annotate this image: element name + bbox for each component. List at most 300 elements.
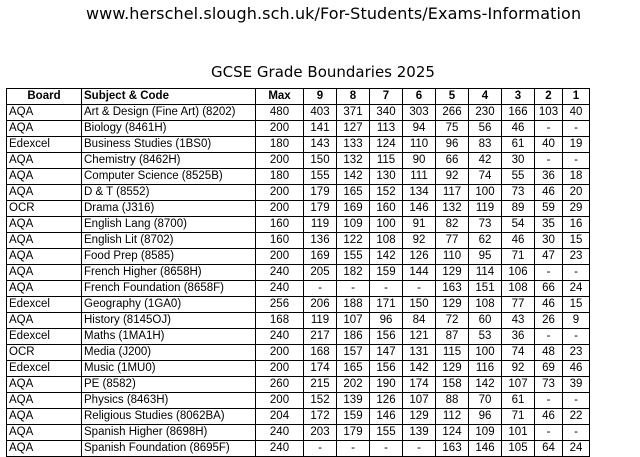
cell-max: 200 [256, 361, 304, 377]
column-header-subject: Subject & Code [82, 89, 256, 105]
cell-subject: Chemistry (8462H) [82, 153, 256, 169]
cell-grade-1: - [563, 265, 590, 281]
cell-grade-9: 169 [304, 249, 337, 265]
cell-grade-6: 142 [403, 361, 436, 377]
cell-grade-8: 188 [337, 297, 370, 313]
cell-subject: Maths (1MA1H) [82, 329, 256, 345]
cell-grade-3: 73 [502, 185, 535, 201]
cell-board: AQA [7, 281, 82, 297]
cell-grade-5: 129 [436, 297, 469, 313]
cell-grade-6: 94 [403, 121, 436, 137]
cell-grade-2: 66 [535, 281, 563, 297]
cell-grade-2: 47 [535, 249, 563, 265]
cell-grade-3: 105 [502, 441, 535, 457]
cell-grade-7: 190 [370, 377, 403, 393]
cell-max: 160 [256, 217, 304, 233]
cell-grade-8: 179 [337, 425, 370, 441]
cell-grade-6: 107 [403, 393, 436, 409]
cell-grade-7: 124 [370, 137, 403, 153]
cell-grade-2: 46 [535, 297, 563, 313]
cell-grade-1: 18 [563, 169, 590, 185]
cell-grade-5: 112 [436, 409, 469, 425]
cell-grade-2: 64 [535, 441, 563, 457]
cell-subject: Religious Studies (8062BA) [82, 409, 256, 425]
cell-grade-1: 16 [563, 217, 590, 233]
cell-subject: D & T (8552) [82, 185, 256, 201]
cell-grade-8: - [337, 441, 370, 457]
cell-grade-7: - [370, 281, 403, 297]
cell-grade-1: 15 [563, 233, 590, 249]
cell-grade-6: 129 [403, 409, 436, 425]
cell-grade-4: 109 [469, 425, 502, 441]
cell-grade-5: 129 [436, 265, 469, 281]
cell-subject: Art & Design (Fine Art) (8202) [82, 105, 256, 121]
cell-grade-3: 30 [502, 153, 535, 169]
cell-subject: Food Prep (8585) [82, 249, 256, 265]
cell-grade-5: 92 [436, 169, 469, 185]
cell-grade-5: 66 [436, 153, 469, 169]
table-row [7, 441, 590, 457]
cell-grade-5: 88 [436, 393, 469, 409]
cell-grade-8: 182 [337, 265, 370, 281]
cell-grade-6: 91 [403, 217, 436, 233]
cell-subject: French Foundation (8658F) [82, 281, 256, 297]
cell-grade-2: - [535, 425, 563, 441]
cell-grade-1: 22 [563, 409, 590, 425]
table-row [7, 153, 590, 169]
cell-max: 180 [256, 169, 304, 185]
cell-grade-6: 139 [403, 425, 436, 441]
table-row [7, 185, 590, 201]
cell-grade-2: 36 [535, 169, 563, 185]
cell-grade-2: 35 [535, 217, 563, 233]
cell-grade-2: 40 [535, 137, 563, 153]
cell-grade-8: 186 [337, 329, 370, 345]
cell-grade-4: 62 [469, 233, 502, 249]
table-row [7, 329, 590, 345]
cell-grade-4: 114 [469, 265, 502, 281]
cell-grade-9: 217 [304, 329, 337, 345]
cell-grade-2: - [535, 153, 563, 169]
cell-max: 200 [256, 249, 304, 265]
table-row [7, 137, 590, 153]
cell-grade-6: 134 [403, 185, 436, 201]
cell-grade-4: 142 [469, 377, 502, 393]
cell-grade-7: 146 [370, 409, 403, 425]
cell-grade-9: - [304, 441, 337, 457]
cell-grade-3: 107 [502, 377, 535, 393]
cell-grade-2: - [535, 329, 563, 345]
cell-max: 200 [256, 201, 304, 217]
cell-grade-2: 59 [535, 201, 563, 217]
cell-grade-3: 55 [502, 169, 535, 185]
cell-grade-1: 15 [563, 297, 590, 313]
cell-subject: French Higher (8658H) [82, 265, 256, 281]
cell-grade-1: - [563, 393, 590, 409]
cell-grade-1: - [563, 329, 590, 345]
cell-grade-1: 20 [563, 185, 590, 201]
cell-max: 200 [256, 345, 304, 361]
cell-subject: Physics (8463H) [82, 393, 256, 409]
cell-subject: Biology (8461H) [82, 121, 256, 137]
cell-grade-9: 155 [304, 169, 337, 185]
cell-grade-8: 132 [337, 153, 370, 169]
column-header-grade-2: 2 [535, 89, 563, 105]
cell-grade-8: 107 [337, 313, 370, 329]
cell-subject: PE (8582) [82, 377, 256, 393]
cell-grade-2: - [535, 121, 563, 137]
cell-grade-1: 19 [563, 137, 590, 153]
cell-grade-9: 152 [304, 393, 337, 409]
cell-grade-9: - [304, 281, 337, 297]
cell-grade-9: 205 [304, 265, 337, 281]
cell-grade-6: 111 [403, 169, 436, 185]
cell-grade-9: 150 [304, 153, 337, 169]
cell-grade-9: 215 [304, 377, 337, 393]
cell-max: 200 [256, 153, 304, 169]
cell-grade-6: 110 [403, 137, 436, 153]
page-url: www.herschel.slough.sch.uk/For-Students/Exams-Information [86, 4, 582, 23]
cell-grade-6: 121 [403, 329, 436, 345]
cell-board: AQA [7, 393, 82, 409]
cell-grade-5: 117 [436, 185, 469, 201]
cell-grade-8: 159 [337, 409, 370, 425]
column-header-grade-7: 7 [370, 89, 403, 105]
cell-board: AQA [7, 233, 82, 249]
cell-grade-2: - [535, 393, 563, 409]
cell-max: 240 [256, 281, 304, 297]
cell-grade-8: 169 [337, 201, 370, 217]
cell-grade-3: 54 [502, 217, 535, 233]
cell-subject: Geography (1GA0) [82, 297, 256, 313]
cell-grade-3: 71 [502, 409, 535, 425]
cell-max: 240 [256, 265, 304, 281]
cell-grade-8: 139 [337, 393, 370, 409]
cell-grade-5: 96 [436, 137, 469, 153]
cell-grade-8: 142 [337, 169, 370, 185]
cell-grade-4: 116 [469, 361, 502, 377]
column-header-grade-1: 1 [563, 89, 590, 105]
column-header-board: Board [7, 89, 82, 105]
cell-grade-1: 46 [563, 361, 590, 377]
table-row [7, 409, 590, 425]
cell-grade-7: 171 [370, 297, 403, 313]
column-header-grade-4: 4 [469, 89, 502, 105]
table-row [7, 281, 590, 297]
cell-grade-9: 136 [304, 233, 337, 249]
cell-grade-7: 160 [370, 201, 403, 217]
cell-grade-9: 206 [304, 297, 337, 313]
cell-grade-1: - [563, 153, 590, 169]
cell-max: 160 [256, 233, 304, 249]
cell-grade-3: 74 [502, 345, 535, 361]
cell-grade-6: 126 [403, 249, 436, 265]
cell-grade-6: 150 [403, 297, 436, 313]
cell-grade-4: 100 [469, 345, 502, 361]
cell-grade-5: 266 [436, 105, 469, 121]
cell-grade-3: 46 [502, 233, 535, 249]
cell-grade-7: 113 [370, 121, 403, 137]
cell-grade-6: 92 [403, 233, 436, 249]
cell-grade-2: 69 [535, 361, 563, 377]
cell-grade-6: 144 [403, 265, 436, 281]
column-header-grade-9: 9 [304, 89, 337, 105]
cell-grade-6: 174 [403, 377, 436, 393]
cell-max: 240 [256, 441, 304, 457]
cell-grade-6: 84 [403, 313, 436, 329]
table-row [7, 377, 590, 393]
cell-grade-5: 82 [436, 217, 469, 233]
table-row [7, 121, 590, 137]
cell-grade-8: 165 [337, 185, 370, 201]
cell-board: AQA [7, 265, 82, 281]
cell-grade-3: 61 [502, 137, 535, 153]
cell-max: 200 [256, 121, 304, 137]
cell-grade-5: 163 [436, 281, 469, 297]
cell-max: 204 [256, 409, 304, 425]
cell-grade-1: 23 [563, 249, 590, 265]
cell-grade-1: 39 [563, 377, 590, 393]
cell-grade-7: 340 [370, 105, 403, 121]
cell-grade-9: 172 [304, 409, 337, 425]
cell-grade-6: 131 [403, 345, 436, 361]
table-row [7, 313, 590, 329]
cell-board: Edexcel [7, 329, 82, 345]
cell-grade-7: 115 [370, 153, 403, 169]
cell-grade-3: 92 [502, 361, 535, 377]
cell-board: AQA [7, 441, 82, 457]
cell-grade-3: 61 [502, 393, 535, 409]
cell-grade-8: 371 [337, 105, 370, 121]
cell-grade-7: 156 [370, 329, 403, 345]
cell-max: 240 [256, 425, 304, 441]
cell-grade-7: 155 [370, 425, 403, 441]
cell-grade-7: 100 [370, 217, 403, 233]
cell-board: AQA [7, 249, 82, 265]
cell-max: 180 [256, 137, 304, 153]
column-header-grade-3: 3 [502, 89, 535, 105]
cell-grade-7: 126 [370, 393, 403, 409]
page-title: GCSE Grade Boundaries 2025 [211, 63, 435, 81]
cell-board: AQA [7, 105, 82, 121]
cell-max: 168 [256, 313, 304, 329]
cell-grade-5: 75 [436, 121, 469, 137]
cell-grade-3: 46 [502, 121, 535, 137]
cell-grade-4: 60 [469, 313, 502, 329]
cell-grade-4: 151 [469, 281, 502, 297]
cell-grade-8: 155 [337, 249, 370, 265]
cell-grade-9: 141 [304, 121, 337, 137]
cell-grade-8: 122 [337, 233, 370, 249]
cell-grade-4: 70 [469, 393, 502, 409]
cell-board: AQA [7, 153, 82, 169]
cell-board: AQA [7, 121, 82, 137]
cell-grade-8: 157 [337, 345, 370, 361]
cell-grade-1: - [563, 425, 590, 441]
cell-subject: Business Studies (1BS0) [82, 137, 256, 153]
cell-subject: Music (1MU0) [82, 361, 256, 377]
cell-board: AQA [7, 377, 82, 393]
table-row [7, 393, 590, 409]
table-row [7, 425, 590, 441]
cell-max: 240 [256, 329, 304, 345]
cell-grade-9: 174 [304, 361, 337, 377]
cell-grade-1: 24 [563, 281, 590, 297]
cell-grade-1: - [563, 121, 590, 137]
cell-grade-1: 40 [563, 105, 590, 121]
cell-grade-3: 43 [502, 313, 535, 329]
cell-board: AQA [7, 425, 82, 441]
cell-board: Edexcel [7, 361, 82, 377]
table-row [7, 297, 590, 313]
cell-board: AQA [7, 185, 82, 201]
cell-grade-5: 129 [436, 361, 469, 377]
table-row [7, 105, 590, 121]
cell-grade-9: 143 [304, 137, 337, 153]
cell-grade-7: 159 [370, 265, 403, 281]
table-row [7, 249, 590, 265]
cell-grade-7: - [370, 441, 403, 457]
table-row [7, 169, 590, 185]
cell-grade-5: 87 [436, 329, 469, 345]
cell-grade-3: 106 [502, 265, 535, 281]
table-row [7, 345, 590, 361]
cell-grade-9: 168 [304, 345, 337, 361]
table-row [7, 265, 590, 281]
cell-grade-4: 42 [469, 153, 502, 169]
column-header-grade-5: 5 [436, 89, 469, 105]
cell-board: OCR [7, 345, 82, 361]
cell-grade-9: 179 [304, 201, 337, 217]
cell-grade-2: 26 [535, 313, 563, 329]
cell-grade-3: 166 [502, 105, 535, 121]
cell-subject: English Lit (8702) [82, 233, 256, 249]
cell-grade-3: 71 [502, 249, 535, 265]
cell-grade-1: 23 [563, 345, 590, 361]
cell-grade-9: 203 [304, 425, 337, 441]
cell-grade-9: 403 [304, 105, 337, 121]
cell-grade-3: 77 [502, 297, 535, 313]
cell-grade-4: 73 [469, 217, 502, 233]
cell-board: OCR [7, 201, 82, 217]
cell-max: 480 [256, 105, 304, 121]
cell-max: 256 [256, 297, 304, 313]
cell-grade-2: 73 [535, 377, 563, 393]
cell-grade-8: 202 [337, 377, 370, 393]
cell-grade-3: 36 [502, 329, 535, 345]
cell-grade-1: 9 [563, 313, 590, 329]
cell-board: Edexcel [7, 137, 82, 153]
cell-grade-6: 146 [403, 201, 436, 217]
cell-grade-2: 46 [535, 409, 563, 425]
cell-grade-7: 142 [370, 249, 403, 265]
cell-grade-4: 96 [469, 409, 502, 425]
cell-grade-2: 46 [535, 185, 563, 201]
cell-board: AQA [7, 169, 82, 185]
table-row [7, 233, 590, 249]
cell-grade-3: 101 [502, 425, 535, 441]
cell-grade-7: 108 [370, 233, 403, 249]
column-header-grade-8: 8 [337, 89, 370, 105]
cell-grade-6: - [403, 441, 436, 457]
cell-grade-5: 72 [436, 313, 469, 329]
cell-grade-8: - [337, 281, 370, 297]
cell-grade-1: 29 [563, 201, 590, 217]
cell-grade-2: 103 [535, 105, 563, 121]
cell-grade-3: 89 [502, 201, 535, 217]
cell-grade-7: 156 [370, 361, 403, 377]
table-row [7, 201, 590, 217]
grade-boundaries-table [6, 88, 590, 457]
cell-grade-8: 109 [337, 217, 370, 233]
cell-grade-4: 119 [469, 201, 502, 217]
cell-grade-1: 24 [563, 441, 590, 457]
cell-grade-4: 95 [469, 249, 502, 265]
cell-grade-6: 303 [403, 105, 436, 121]
cell-subject: Media (J200) [82, 345, 256, 361]
cell-grade-4: 230 [469, 105, 502, 121]
cell-grade-5: 110 [436, 249, 469, 265]
cell-max: 200 [256, 185, 304, 201]
cell-grade-5: 158 [436, 377, 469, 393]
cell-subject: History (8145OJ) [82, 313, 256, 329]
cell-grade-9: 179 [304, 185, 337, 201]
cell-grade-5: 163 [436, 441, 469, 457]
cell-grade-7: 152 [370, 185, 403, 201]
table-row [7, 217, 590, 233]
cell-board: Edexcel [7, 297, 82, 313]
column-header-grade-6: 6 [403, 89, 436, 105]
cell-grade-7: 96 [370, 313, 403, 329]
cell-subject: Spanish Foundation (8695F) [82, 441, 256, 457]
cell-grade-7: 130 [370, 169, 403, 185]
cell-grade-3: 108 [502, 281, 535, 297]
cell-grade-9: 119 [304, 217, 337, 233]
cell-grade-5: 124 [436, 425, 469, 441]
cell-grade-5: 115 [436, 345, 469, 361]
cell-grade-5: 77 [436, 233, 469, 249]
cell-grade-8: 133 [337, 137, 370, 153]
cell-grade-7: 147 [370, 345, 403, 361]
cell-grade-4: 53 [469, 329, 502, 345]
cell-subject: English Lang (8700) [82, 217, 256, 233]
table-header-row [7, 89, 590, 105]
cell-board: AQA [7, 217, 82, 233]
cell-grade-4: 100 [469, 185, 502, 201]
cell-grade-9: 119 [304, 313, 337, 329]
cell-grade-4: 146 [469, 441, 502, 457]
cell-grade-6: - [403, 281, 436, 297]
cell-grade-2: 30 [535, 233, 563, 249]
cell-grade-8: 127 [337, 121, 370, 137]
cell-subject: Drama (J316) [82, 201, 256, 217]
cell-grade-5: 132 [436, 201, 469, 217]
cell-grade-6: 90 [403, 153, 436, 169]
table-row [7, 361, 590, 377]
cell-grade-4: 56 [469, 121, 502, 137]
cell-grade-4: 74 [469, 169, 502, 185]
cell-max: 260 [256, 377, 304, 393]
cell-grade-4: 83 [469, 137, 502, 153]
cell-subject: Spanish Higher (8698H) [82, 425, 256, 441]
cell-board: AQA [7, 313, 82, 329]
cell-grade-8: 165 [337, 361, 370, 377]
cell-board: AQA [7, 409, 82, 425]
cell-grade-2: 48 [535, 345, 563, 361]
cell-grade-2: - [535, 265, 563, 281]
cell-subject: Computer Science (8525B) [82, 169, 256, 185]
cell-grade-4: 108 [469, 297, 502, 313]
